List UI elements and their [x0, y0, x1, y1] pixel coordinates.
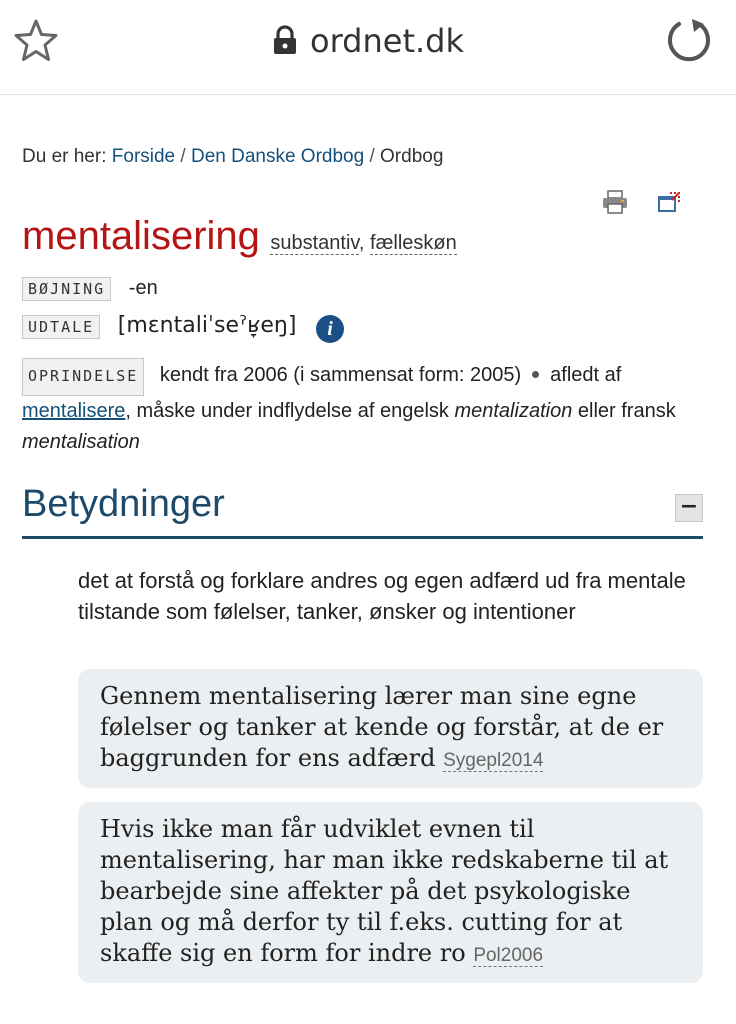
pronunciation-label: UDTALE: [22, 315, 100, 339]
inflection-label: BØJNING: [22, 277, 111, 301]
breadcrumb-separator: /: [180, 146, 186, 167]
entry-header: [22, 214, 457, 259]
breadcrumb: [22, 146, 443, 168]
citation-box: [78, 669, 703, 788]
origin-french-word: mentalisation: [22, 431, 140, 453]
browser-toolbar: [0, 0, 736, 95]
open-window-icon[interactable]: [657, 191, 681, 217]
meanings-section-header: [22, 478, 703, 539]
reload-icon[interactable]: [664, 16, 714, 66]
printer-icon[interactable]: [602, 190, 628, 218]
origin-text: eller fransk: [577, 399, 676, 422]
breadcrumb-current: Ordbog: [380, 146, 444, 167]
breadcrumb-link-ordbog-home[interactable]: Den Danske Ordbog: [190, 146, 365, 167]
inflection-row: [22, 277, 158, 301]
origin-english-word: mentalization: [454, 399, 573, 422]
definition-text: det at forstå og forklare andres og egen adfærd ud fra mentale tilstande som følelser, tanker, ønsker og intentioner: [78, 568, 686, 624]
url-text: ordnet.dk: [309, 22, 464, 60]
entry-tools: [602, 190, 705, 218]
address-bar[interactable]: [0, 22, 736, 60]
citation-source[interactable]: Sygepl2014: [443, 750, 544, 771]
breadcrumb-separator: /: [369, 146, 375, 167]
citation-source[interactable]: Pol2006: [473, 945, 544, 966]
origin-text: kendt fra 2006 (i sammensat form: 2005): [159, 364, 522, 386]
section-title: Betydninger: [22, 483, 225, 525]
pronunciation-row: [22, 313, 344, 343]
bullet-separator: [532, 371, 539, 378]
info-icon[interactable]: i: [316, 315, 344, 343]
origin-label: OPRINDELSE: [22, 358, 144, 396]
gender-value[interactable]: fælleskøn: [370, 232, 457, 254]
origin-row: [22, 358, 712, 459]
origin-link-mentalisere[interactable]: mentalisere: [22, 399, 126, 422]
citation-text: Gennem mentalisering lærer man sine egne følelser og tanker at kende og forstår, at de er baggrunden for ens adfærd: [100, 682, 664, 772]
collapse-button[interactable]: −: [675, 494, 703, 522]
breadcrumb-prefix: Du er her:: [22, 146, 107, 167]
lock-icon: [272, 25, 298, 55]
citation-box: [78, 802, 703, 983]
pronunciation-value: [mɛntaliˈseˀʁ̞eŋ]: [117, 313, 297, 338]
breadcrumb-link-forside[interactable]: Forside: [111, 146, 176, 167]
inflection-value: -en: [128, 277, 158, 299]
origin-text: , måske under indflydelse af engelsk: [125, 399, 449, 422]
headword: mentalisering: [22, 214, 260, 258]
citation-text: Hvis ikke man får udviklet evnen til mentalisering, har man ikke redskaberne til at bearbejde sine affekter på det psykologiske plan og må derfor ty til f.eks. cutting for at skaffe sig en form for indre ro: [100, 815, 669, 967]
pos-value[interactable]: substantiv: [270, 232, 359, 254]
origin-text: afledt af: [550, 364, 622, 386]
part-of-speech: substantiv, fælleskøn: [270, 232, 457, 254]
